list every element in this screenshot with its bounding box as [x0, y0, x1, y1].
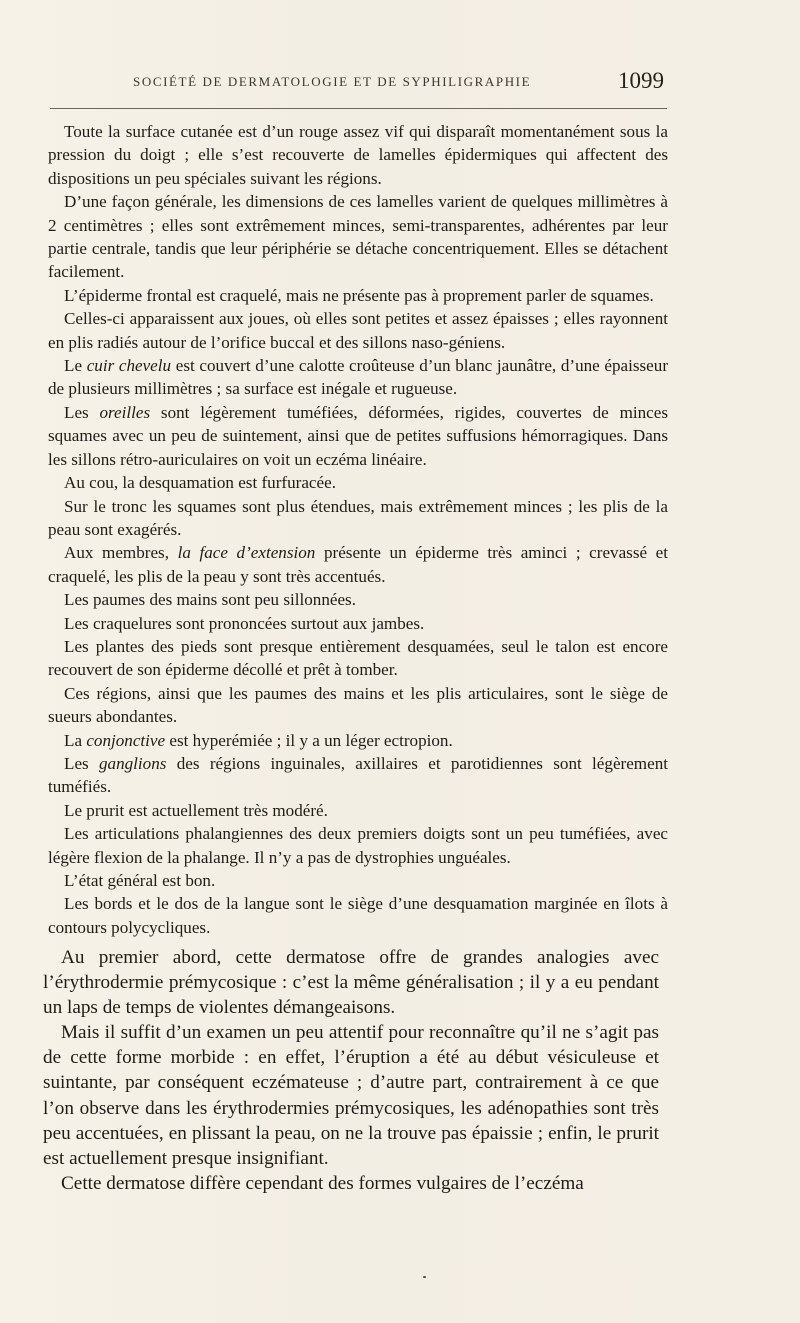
paragraph: [48, 892, 668, 939]
paragraph-text: Les paumes des mains sont peu sillonnées.: [64, 590, 356, 610]
paragraph: [48, 354, 668, 401]
paragraph-text: D’une façon générale, les dimensions de ces lamelles varient de quelques millimètres à 2 centimètres ; elles sont extrêmement minces, semi-transparentes, adhérentes par leur partie centrale, tandis que leur périphérie se détache concentriquement. Elles se détachent facilement.: [48, 192, 668, 282]
paragraph-text: Le: [64, 356, 87, 376]
paragraph: [48, 307, 668, 354]
paragraph-text: L’épiderme frontal est craquelé, mais ne présente pas à proprement parler de squames.: [64, 285, 654, 305]
italic-term: cuir chevelu: [86, 356, 172, 376]
paragraph: [48, 682, 668, 729]
paragraph-text: Le prurit est actuellement très modéré.: [64, 800, 328, 820]
paragraph-text: Celles-ci apparaissent aux joues, où elles sont petites et assez épaisses ; elles rayonnent en plis radiés autour de l’orifice buccal et des sillons naso-géniens.: [48, 309, 668, 352]
paragraph-text: Toute la surface cutanée est d’un rouge assez vif qui disparaît momentanément sous la pression du doigt ; elle s’est recouverte de lamelles épidermiques qui affectent des dispositions un peu spéciales suivant les régions.: [48, 122, 668, 188]
paragraph: [48, 869, 668, 892]
paragraph: [48, 822, 668, 869]
paragraph: [48, 752, 668, 799]
paragraph: [48, 120, 668, 190]
italic-term: ganglions: [98, 753, 167, 773]
paragraph: Au premier abord, cette dermatose offre de grandes analogies avec l’érythrodermie prémycosique : c’est la même généralisation ; il y a eu pendant un laps de temps de violentes démangeaisons.: [43, 947, 659, 1019]
paragraph-text: Les articulations phalangiennes des deux premiers doigts sont un peu tuméfiées, avec légère flexion de la phalange. Il n’y a pas de dystrophies unguéales.: [48, 824, 668, 867]
paragraph-text: des régions inguinales, axillaires et parotidiennes sont légèrement tuméfiés.: [48, 753, 668, 797]
paragraph: [48, 612, 668, 635]
paragraph: [48, 588, 668, 611]
paragraph: [48, 635, 668, 682]
italic-term: conjonctive: [86, 730, 166, 750]
paragraph-text: est couvert d’une calotte croûteuse d’un blanc jaunâtre, d’une épaisseur de plusieurs millimètres ; sa surface est inégale et rugueuse.: [48, 356, 669, 399]
paragraph: [48, 799, 668, 822]
paragraph-text: Les craquelures sont prononcées surtout aux jambes.: [64, 613, 425, 633]
paragraph-text: Les plantes des pieds sont presque entièrement desquamées, seul le talon est encore recouvert de son épiderme décollé et prêt à tomber.: [48, 636, 668, 680]
running-header: SOCIÉTÉ DE DERMATOLOGIE ET DE SYPHILIGRAPHIE: [133, 74, 532, 89]
paragraph: [48, 729, 668, 752]
page-speck: [423, 1276, 426, 1278]
paragraph-text: est hyperémiée ; il y a un léger ectropion.: [165, 730, 453, 750]
italic-term: oreilles: [99, 402, 151, 422]
paragraph-text: Les bords et le dos de la langue sont le siège d’une desquamation marginée en îlots à contours polycycliques.: [48, 894, 668, 937]
paragraph-text: Sur le tronc les squames sont plus étendues, mais extrêmement minces ; les plis de la peau sont exagérés.: [48, 496, 668, 539]
paragraph: [48, 471, 668, 494]
header-rule: [50, 108, 667, 109]
paragraph-text: Les: [64, 753, 99, 773]
paragraph-text: L’état général est bon.: [64, 871, 216, 890]
paragraph-text: présente un épiderme très aminci ; crevassé et craquelé, les plis de la peau y sont très accentués.: [48, 543, 669, 586]
paragraph: [48, 284, 668, 307]
paragraph-text: La: [64, 730, 87, 750]
paragraph-text: Ces régions, ainsi que les paumes des mains et les plis articulaires, sont le siège de sueurs abondantes.: [48, 683, 668, 727]
small-print-section: [48, 120, 668, 939]
paragraph-text: Aux membres,: [64, 543, 178, 563]
paragraph-text: Au cou, la desquamation est furfuracée.: [64, 473, 336, 493]
paragraph: Cette dermatose diffère cependant des formes vulgaires de l’eczéma: [61, 1172, 584, 1194]
paragraph-text: Les: [64, 402, 100, 422]
paragraph: [48, 495, 668, 542]
paragraph-text: sont légèrement tuméfiées, déformées, rigides, couvertes de minces squames avec un peu de suintement, ainsi que de petites suffusions hémorragiques. Dans les sillons rétro-auriculaires on voit un eczéma linéaire.: [48, 402, 668, 469]
main-text-section: [43, 945, 659, 1196]
page-number: 1099: [618, 68, 664, 93]
paragraph: [48, 401, 668, 471]
paragraph: Mais il suffit d’un examen un peu attentif pour reconnaître qu’il ne s’agit pas de cette forme morbide : en effet, l’éruption a été au début vésiculeuse et suintante, par conséquent eczémateuse ; d’autre part, contrairement à ce que l’on observe dans les érythrodermies prémycosiques, les adénopathies sont très peu accentuées, en plissant la peau, on ne la trouve pas épaissie ; enfin, le prurit est actuellement presque insignifiant.: [43, 1022, 659, 1169]
italic-term: la face d’extension: [177, 543, 316, 563]
paragraph: [48, 190, 668, 284]
paragraph: [48, 541, 668, 588]
